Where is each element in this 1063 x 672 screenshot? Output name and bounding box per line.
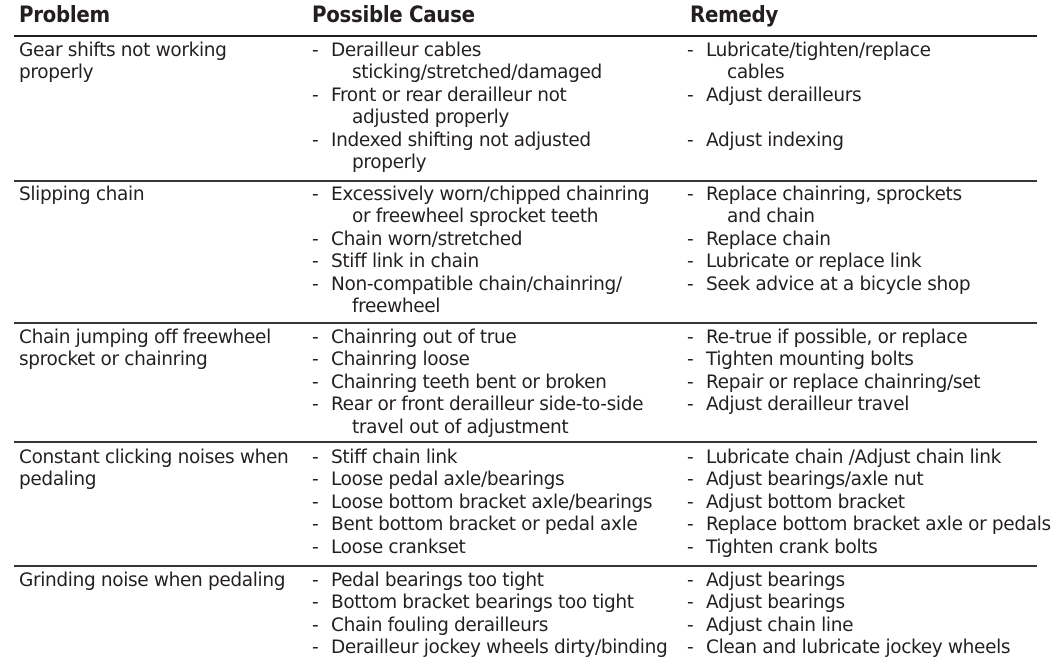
cause-item [312,537,652,559]
row-divider [14,565,1037,567]
remedy-item [687,492,1051,514]
bullet-dash: - [312,491,319,513]
remedy-item [687,570,1010,592]
remedy-item [687,229,970,251]
remedy-item [687,469,1051,491]
cause-text: Chainring loose [331,349,470,371]
cause-cell [312,184,649,318]
bullet-dash: - [687,228,694,250]
remedy-item [687,592,1010,614]
remedy-text: Replace bottom bracket axle or pedals [706,514,1051,536]
bullet-dash: - [687,84,694,106]
cause-cell [312,327,643,439]
possible-cause-header: Possible Cause [312,3,475,28]
cause-text: Indexed shifting not adjusted [331,129,591,151]
cause-text: Loose crankset [331,536,466,558]
remedy-text: Adjust bearings/axle nut [706,469,924,491]
cause-item [312,251,649,273]
cause-item [312,372,643,394]
remedy-text: Repair or replace chainring/set [706,371,981,393]
remedy-text: Clean and lubricate jockey wheels [706,637,1011,659]
bullet-dash: - [687,592,694,614]
cause-text: Stiff chain link [331,447,458,468]
remedy-item [687,251,970,273]
bullet-dash: - [312,371,319,393]
cause-item [312,592,667,614]
cause-item [312,274,649,319]
remedy-text: Adjust bearings [706,592,845,614]
bullet-dash: - [687,349,694,371]
cause-item [312,514,652,536]
bullet-dash: - [687,570,694,591]
table-header [0,0,1063,34]
cause-item [312,40,602,85]
remedy-cell [687,447,1051,559]
remedy-text: Tighten mounting bolts [706,349,914,371]
bullet-dash: - [312,536,319,558]
remedy-text: cables [727,62,785,84]
remedy-item [687,274,970,296]
blank-line [687,107,931,129]
remedy-header: Remedy [690,3,778,28]
remedy-item [687,447,1051,469]
remedy-item [687,130,931,152]
cause-text: Chainring out of true [331,327,517,348]
cause-text: Excessively worn/chipped chainring [331,184,650,205]
cause-item [312,327,643,349]
bullet-dash: - [312,327,319,348]
remedy-text: Re-true if possible, or replace [706,327,968,348]
row-divider [14,441,1037,443]
row-divider [14,180,1037,182]
remedy-item [687,615,1010,637]
cause-text: Stiff link in chain [331,251,479,273]
cause-text: Chain worn/stretched [331,228,523,250]
remedy-item [687,85,931,107]
bullet-dash: - [687,614,694,636]
cause-text: travel out of adjustment [352,416,569,438]
bullet-dash: - [312,394,319,416]
bullet-dash: - [687,273,694,295]
cause-item [312,615,667,637]
remedy-text: Lubricate or replace link [706,251,922,273]
cause-cell [312,570,667,660]
remedy-cell [687,184,970,296]
remedy-text: Adjust chain line [706,614,854,636]
remedy-text: Lubricate chain /Adjust chain link [706,447,1001,468]
cause-cell [312,40,602,174]
bullet-dash: - [687,491,694,513]
remedy-item [687,637,1010,659]
cause-item [312,130,602,175]
bullet-dash: - [312,592,319,614]
bullet-dash: - [312,273,319,295]
cause-text: Bent bottom bracket or pedal axle [331,514,638,536]
cause-item [312,447,652,469]
problem-cell: Constant clicking noises when pedaling [19,447,289,491]
problem-cell: Grinding noise when pedaling [19,570,286,591]
bullet-dash: - [312,349,319,371]
bullet-dash: - [312,251,319,273]
remedy-text: Replace chainring, sprockets [706,184,962,205]
cause-cell [312,447,652,559]
problem-cell: Slipping chain [19,184,145,205]
bullet-dash: - [312,184,319,205]
remedy-cell [687,40,931,152]
bullet-dash: - [687,514,694,536]
cause-text: freewheel [352,296,441,318]
bullet-dash: - [687,536,694,558]
bullet-dash: - [687,394,694,416]
remedy-text: Adjust bearings [706,570,845,591]
bullet-dash: - [312,570,319,591]
cause-item [312,469,652,491]
remedy-item [687,40,931,85]
bullet-dash: - [687,327,694,348]
bullet-dash: - [312,40,319,61]
cause-item [312,394,643,439]
cause-item [312,184,649,229]
remedy-item [687,349,980,371]
cause-text: Non-compatible chain/chainring/ [331,273,622,295]
remedy-item [687,514,1051,536]
bullet-dash: - [312,514,319,536]
cause-item [312,570,667,592]
remedy-item [687,327,980,349]
cause-text: Pedal bearings too tight [331,570,544,591]
problem-cell: Chain jumping off freewheel sprocket or chainring [19,327,271,371]
bullet-dash: - [687,469,694,491]
remedy-item [687,184,970,229]
remedy-text: Adjust indexing [706,129,844,151]
cause-text: Derailleur cables [331,40,482,61]
bullet-dash: - [687,447,694,468]
remedy-text: Seek advice at a bicycle shop [706,273,971,295]
remedy-text: Adjust derailleur travel [706,394,910,416]
cause-text: Loose bottom bracket axle/bearings [331,491,653,513]
bullet-dash: - [312,84,319,106]
bullet-dash: - [312,637,319,659]
cause-text: Bottom bracket bearings too tight [331,592,634,614]
remedy-text: and chain [727,206,815,228]
header-rule [14,35,1037,37]
problem-cell: Gear shifts not working properly [19,40,227,84]
bullet-dash: - [687,184,694,205]
remedy-item [687,537,1051,559]
remedy-text: Tighten crank bolts [706,536,878,558]
remedy-item [687,372,980,394]
cause-text: properly [352,152,427,174]
cause-text: Rear or front derailleur side-to-side [331,394,644,416]
bullet-dash: - [312,469,319,491]
bullet-dash: - [687,251,694,273]
cause-item [312,349,643,371]
remedy-item [687,394,980,416]
remedy-text: Adjust bottom bracket [706,491,905,513]
cause-text: or freewheel sprocket teeth [352,206,599,228]
cause-text: Chainring teeth bent or broken [331,371,607,393]
bullet-dash: - [687,637,694,659]
cause-text: Derailleur jockey wheels dirty/binding [331,637,668,659]
remedy-cell [687,327,980,417]
bullet-dash: - [687,371,694,393]
problem-header: Problem [19,3,110,28]
cause-item [312,85,602,130]
cause-text: adjusted properly [352,107,509,129]
remedy-text: Adjust derailleurs [706,84,862,106]
remedy-cell [687,570,1010,660]
cause-text: Chain fouling derailleurs [331,614,548,636]
bullet-dash: - [312,447,319,468]
bullet-dash: - [312,228,319,250]
cause-item [312,492,652,514]
cause-item [312,229,649,251]
cause-item [312,637,667,659]
row-divider [14,322,1037,324]
remedy-text: Lubricate/tighten/replace [706,40,931,61]
cause-text: sticking/stretched/damaged [352,62,602,84]
cause-text: Front or rear derailleur not [331,84,567,106]
bullet-dash: - [687,129,694,151]
bullet-dash: - [312,129,319,151]
remedy-text: Replace chain [706,228,831,250]
bullet-dash: - [687,40,694,61]
bullet-dash: - [312,614,319,636]
cause-text: Loose pedal axle/bearings [331,469,565,491]
